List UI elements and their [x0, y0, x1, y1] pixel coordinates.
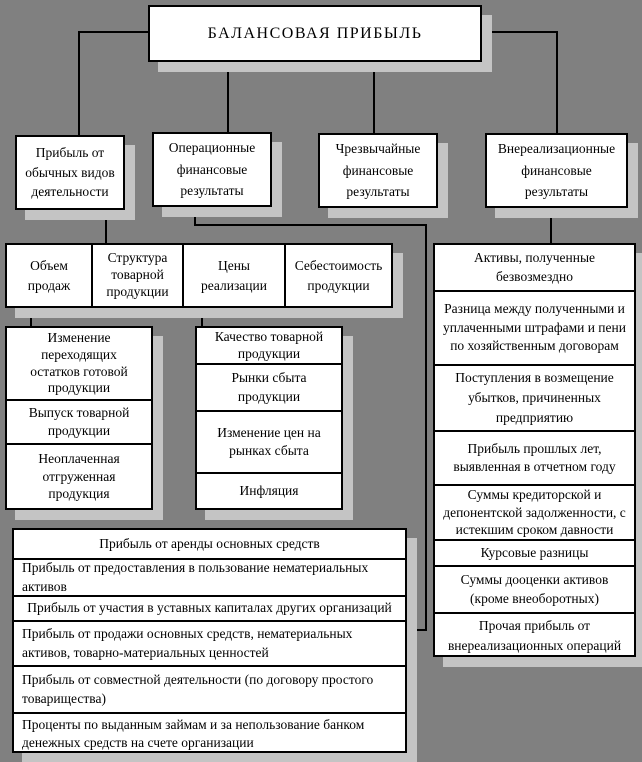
list-item: [7, 443, 151, 508]
list-item: [14, 595, 405, 620]
connector-line: [78, 31, 80, 135]
node-ordinary-activities-profit: [15, 135, 125, 210]
list-item: [197, 363, 341, 410]
item-label: Качество товарной продукции: [214, 329, 324, 361]
item-label: Поступления в возмещение убытков, причиненных предприятию: [455, 369, 614, 426]
connector-line: [556, 31, 558, 133]
item-label: Активы, полученные безвозмездно: [473, 250, 596, 284]
connector-line: [194, 206, 196, 226]
list-item: [14, 665, 405, 712]
operational-profits-list: [12, 528, 407, 753]
list-item: [435, 612, 634, 659]
item-label: Прибыль от участия в уставных капиталах других организаций: [27, 600, 392, 616]
connector-line: [194, 224, 427, 226]
list-item: [435, 484, 634, 539]
list-item: [435, 430, 634, 484]
list-item: [197, 410, 341, 472]
list-item: [14, 558, 405, 595]
list-item: [197, 328, 341, 363]
node-non-sales-results: [485, 133, 628, 208]
cell-label: Объем продаж: [27, 257, 71, 293]
non-sales-results-column: [433, 243, 636, 657]
list-item: [14, 530, 405, 558]
connector-line: [550, 207, 552, 243]
item-label: Прибыль от совместной деятельности (по договору простого товарищества): [22, 672, 374, 706]
list-item: [435, 364, 634, 430]
node-label: Чрезвычайные финансовые результаты: [335, 141, 421, 200]
list-item: [14, 620, 405, 665]
node-operational-results: [152, 132, 272, 207]
node-label: Прибыль от обычных видов деятельности: [25, 145, 115, 200]
connector-line: [373, 60, 375, 133]
node-label: БАЛАНСОВАЯ ПРИБЫЛЬ: [207, 24, 423, 42]
list-item: [435, 539, 634, 565]
list-item: [435, 290, 634, 364]
list-item: [197, 472, 341, 508]
volume-factors-column: [5, 326, 153, 510]
factors-row: [5, 243, 393, 308]
item-label: Суммы кредиторской и депонентской задолженности, с истекшим сроком давности: [443, 487, 626, 538]
cell-label: Себестоимость продукции: [294, 257, 383, 293]
connector-line: [30, 307, 32, 326]
item-label: Суммы дооценки активов (кроме внеоборотных): [460, 572, 609, 606]
connector-line: [201, 307, 203, 326]
item-label: Курсовые разницы: [480, 544, 589, 560]
node-balance-profit: [148, 5, 482, 62]
list-item: [435, 245, 634, 290]
item-label: Прибыль от продажи основных средств, нематериальных активов, товарно-материальных ценностей: [22, 626, 353, 660]
list-item: [7, 399, 151, 443]
node-label: Операционные финансовые результаты: [168, 140, 256, 199]
connector-line: [227, 60, 229, 132]
list-item: [14, 712, 405, 754]
list-item: [7, 328, 151, 399]
connector-line: [406, 629, 426, 631]
factor-cell: [284, 245, 391, 306]
node-extraordinary-results: [318, 133, 438, 208]
item-label: Инфляция: [239, 482, 299, 498]
item-label: Изменение цен на рынках сбыта: [217, 424, 321, 458]
item-label: Разница между полученными и уплаченными штрафами и пени по хозяйственным договорам: [443, 300, 626, 354]
connector-line: [79, 31, 148, 33]
item-label: Изменение переходящих остатков готовой продукции: [30, 329, 128, 396]
list-item: [435, 565, 634, 612]
factor-cell: [182, 245, 284, 306]
factor-cell: [7, 245, 91, 306]
factor-cell: [91, 245, 182, 306]
item-label: Выпуск товарной продукции: [28, 404, 130, 438]
item-label: Проценты по выданным займам и за непользование банком денежных средств на счете организации: [22, 717, 365, 751]
item-label: Неоплаченная отгруженная продукция: [38, 451, 120, 502]
cell-label: Цены реализации: [201, 257, 267, 293]
node-label: Внереализационные финансовые результаты: [497, 141, 616, 200]
item-label: Прибыль от аренды основных средств: [99, 535, 320, 551]
item-label: Прибыль прошлых лет, выявленная в отчетном году: [453, 440, 616, 474]
connector-line: [425, 224, 427, 631]
price-factors-column: [195, 326, 343, 510]
item-label: Прочая прибыль от внереализационных операций: [447, 618, 622, 654]
cell-label: Структура товарной продукции: [106, 250, 169, 299]
connector-line: [482, 31, 558, 33]
item-label: Рынки сбыта продукции: [231, 369, 307, 404]
connector-line: [105, 209, 107, 243]
item-label: Прибыль от предоставления в пользование нематериальных активов: [22, 560, 369, 594]
